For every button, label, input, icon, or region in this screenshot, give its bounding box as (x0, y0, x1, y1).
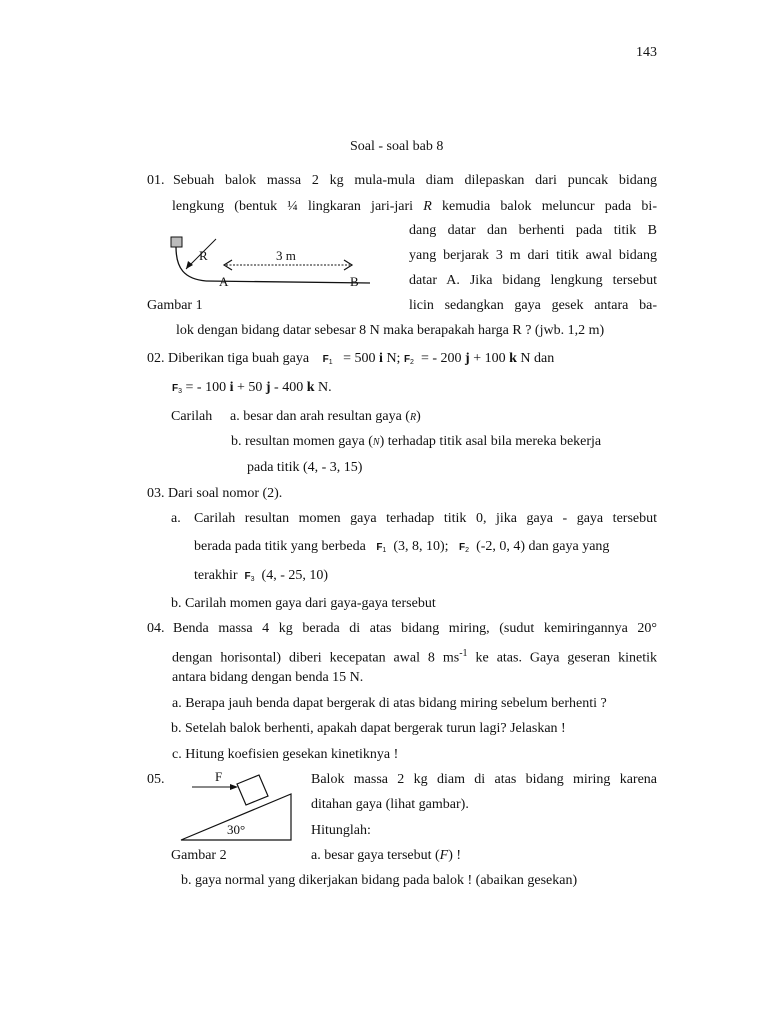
q1-line-3: dang datar dan berhenti pada titik B (409, 223, 657, 238)
q4-line-3: antara bidang dengan benda 15 N. (172, 670, 364, 685)
label-R: R (199, 248, 208, 263)
label-A: A (219, 274, 229, 289)
q4-line-2: dengan horisontal) diberi kecepatan awal 8 $ms^{-1}$ ke atas. Gaya geseran kinetik (172, 648, 658, 666)
radius-arrowhead (186, 261, 193, 269)
block (171, 237, 182, 247)
flat-surface (206, 281, 370, 283)
q3-part-a-line-1: Carilah resultan momen gaya terhadap titik 0, jika gaya - gaya tersebut (194, 511, 657, 526)
q4-part-c: c. Hitung koefisien gesekan kinetiknya ! (172, 747, 399, 762)
q5-line-3: Hitunglah: (311, 823, 371, 838)
q3-part-a-label: a. (171, 511, 181, 526)
q1-line-6: licin sedangkan gaya gesek antara ba- (409, 298, 657, 313)
figure-1 (160, 228, 390, 290)
q2-part-a: a. besar dan arah resultan gaya (R) (230, 409, 421, 424)
q4-number: 04. (147, 621, 165, 636)
q2-part-b-line-2: pada titik (4, - 3, 15) (247, 460, 363, 475)
q2-line-1: 02. Diberikan tiga buah gaya $F_1$ = 500 i N; $F_2$ = - 200 j + 100 k N dan (147, 351, 555, 366)
q5-line-2: ditahan gaya (lihat gambar). (311, 797, 469, 812)
q1-line-2: lengkung (bentuk ¼ lingkaran jari-jari R kemudia balok meluncur pada bi- (172, 199, 657, 214)
q4-part-b: b. Setelah balok berhenti, apakah dapat bergerak turun lagi? Jelaskan ! (171, 721, 566, 736)
label-angle: 30° (227, 822, 246, 837)
q2-line-2: $F_3$ = - 100 i + 50 j - 400 k N. (172, 380, 332, 395)
q4-part-a: a. Berapa jauh benda dapat bergerak di atas bidang miring sebelum berhenti ? (172, 696, 607, 711)
q3-part-a-line-2: berada pada titik yang berbeda $F_1$ (3, 8, 10); $F_2$ (-2, 0, 4) dan gaya yang (194, 539, 610, 554)
figure-1-caption: Gambar 1 (147, 298, 203, 313)
q2-part-b: b. resultan momen gaya (N) terhadap titik asal bila mereka bekerja (231, 434, 602, 449)
page-number: 143 (636, 45, 657, 60)
q3-part-a-line-3: terakhir $F_3$ (4, - 25, 10) (194, 568, 329, 583)
q5-number: 05. (147, 772, 165, 787)
figure-2 (178, 768, 300, 844)
q3-part-b: b. Carilah momen gaya dari gaya-gaya tersebut (171, 596, 436, 611)
q1-number: 01. (147, 173, 165, 188)
q1-line-1: Sebuah balok massa 2 kg mula-mula diam dilepaskan dari puncak bidang (173, 173, 657, 188)
q2-carilah: Carilah (171, 409, 213, 424)
q1-line-7: lok dengan bidang datar sebesar 8 N maka berapakah harga R ? (jwb. 1,2 m) (176, 323, 605, 338)
block (237, 775, 268, 805)
figure-2-caption: Gambar 2 (171, 848, 227, 863)
label-B: B (350, 274, 359, 289)
q5-part-a: a. besar gaya tersebut (F) ! (311, 848, 462, 863)
q5-line-1: Balok massa 2 kg diam di atas bidang miring karena (311, 772, 657, 787)
q1-line-4: yang berjarak 3 m dari titik awal bidang (409, 248, 657, 263)
label-distance: 3 m (276, 248, 296, 263)
q5-part-b: b. gaya normal yang dikerjakan bidang pada balok ! (abaikan gesekan) (181, 873, 578, 888)
q1-line-5: datar A. Jika bidang lengkung tersebut (409, 273, 657, 288)
q3-line-1: 03. Dari soal nomor (2). (147, 486, 283, 501)
q4-line-1: Benda massa 4 kg berada di atas bidang miring, (sudut kemiringannya 20° (173, 621, 657, 636)
label-F: F (215, 769, 223, 784)
page-title: Soal - soal bab 8 (350, 139, 444, 154)
